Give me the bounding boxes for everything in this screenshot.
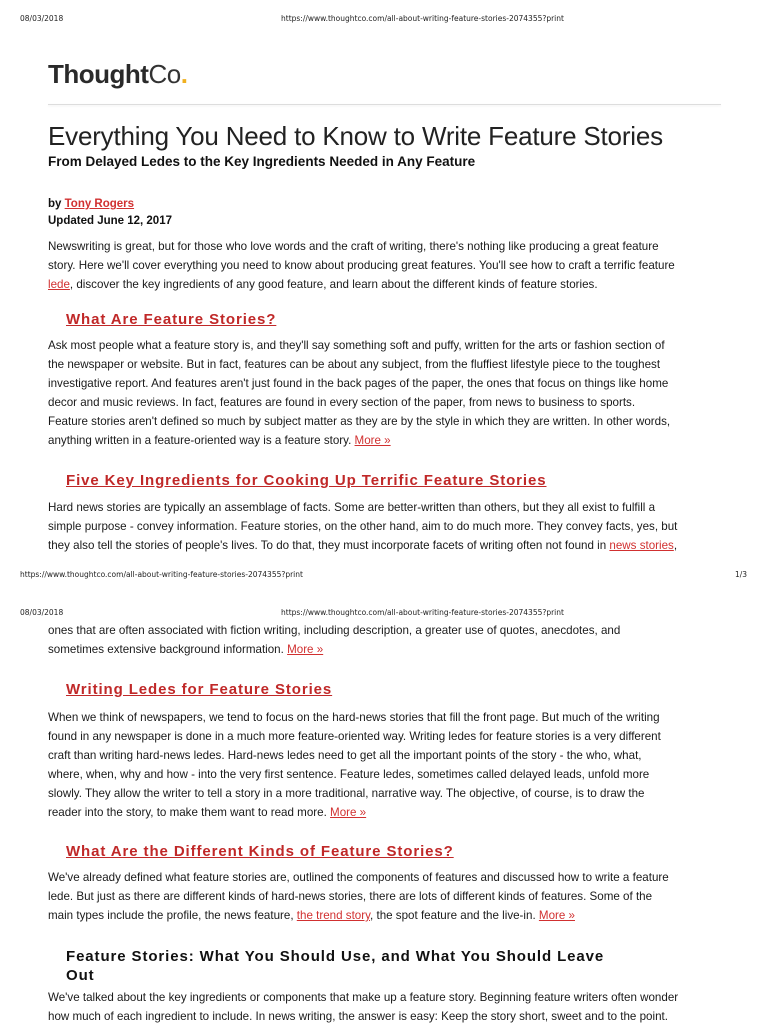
paragraph-line [48, 803, 728, 822]
paragraph-line: craft than writing hard-news ledes. Hard-news ledes need to get all the important points of the story - the who, what, [48, 749, 642, 762]
intro-line: Newswriting is great, but for those who love words and the craft of writing, there's nothing like producing a great feature [48, 240, 659, 253]
byline [48, 198, 134, 210]
paragraph-line: simple purpose - convey information. Feature stories, on the other hand, aim to do much more. They convey facts, yes, but [48, 520, 678, 533]
print-url: https://www.thoughtco.com/all-about-writing-feature-stories-2074355?print [281, 14, 564, 23]
paragraph-line: how much of each ingredient to include. In news writing, the answer is easy: Keep the story short, sweet and to the point. [48, 1010, 668, 1023]
paragraph-line: When we think of newspapers, we tend to focus on the hard-news stories that fill the front page. But much of the writing [48, 711, 660, 724]
print-date: 08/03/2018 [20, 608, 64, 617]
section3-paragraph [48, 708, 728, 822]
paragraph-line: where, when, why and how - into the very first sentence. Feature ledes, sometimes called delayed leads, unfold more [48, 768, 650, 781]
paragraph-line: Ask most people what a feature story is, and they'll say something soft and puffy, written for the arts or fashion section of [48, 339, 665, 352]
paragraph-line: Feature stories aren't defined so much by subject matter as they are by the style in which they are written. In other words, [48, 415, 671, 428]
paragraph-line: found in any newspaper is done in a much more feature-oriented way. Writing ledes for feature stories is a very different [48, 730, 661, 743]
paragraph-text: sometimes extensive background information. [48, 643, 284, 656]
paragraph-text: , the spot feature and the live-in. [370, 909, 536, 922]
section-heading-kinds-of-features[interactable]: What Are the Different Kinds of Feature Stories? [66, 843, 454, 860]
paragraph-line: lede. But just as there are different kinds of hard-news stories, there are lots of different kinds of features. Some of the [48, 890, 653, 903]
intro-line [48, 275, 728, 294]
paragraph-line: investigative report. And features aren't just found in the back pages of the paper, the ones that focus on things like home [48, 377, 669, 390]
thoughtco-logo[interactable] [48, 59, 187, 90]
print-url: https://www.thoughtco.com/all-about-writing-feature-stories-2074355?print [281, 608, 564, 617]
paragraph-text: , [673, 539, 678, 552]
section2-continued [48, 621, 728, 659]
paragraph-text: anything written in a feature-oriented way is a feature story. [48, 434, 352, 447]
more-link[interactable]: More » [287, 643, 324, 656]
paragraph-line [48, 536, 728, 555]
section-heading-five-ingredients[interactable]: Five Key Ingredients for Cooking Up Terrific Feature Stories [66, 472, 547, 489]
more-link[interactable]: More » [330, 806, 367, 819]
heading-line: Out [66, 967, 95, 984]
section4-paragraph [48, 868, 728, 925]
paragraph-line: We've talked about the key ingredients or components that make up a feature story. Beginning feature writers often wonder [48, 991, 679, 1004]
paragraph-line: We've already defined what feature stories are, outlined the components of features and discussed how to write a feature [48, 871, 669, 884]
updated-date: Updated June 12, 2017 [48, 215, 172, 227]
page-number: 1/3 [735, 570, 748, 579]
article-subtitle: From Delayed Ledes to the Key Ingredients Needed in Any Feature [48, 154, 476, 169]
intro-line-rest: , discover the key ingredients of any good feature, and learn about the different kinds of feature stories. [69, 278, 598, 291]
lede-link[interactable]: lede [48, 278, 70, 291]
author-link[interactable]: Tony Rogers [64, 198, 135, 210]
more-link[interactable]: More » [538, 909, 575, 922]
print-footer-url: https://www.thoughtco.com/all-about-writing-feature-stories-2074355?print [20, 570, 303, 579]
section5-paragraph [48, 988, 728, 1026]
paragraph-line [48, 906, 728, 925]
news-stories-link[interactable]: news stories [609, 539, 674, 552]
logo-dot: . [180, 59, 188, 89]
paragraph-line: decor and music reviews. In fact, features are found in every section of the paper, from news to business to sports. [48, 396, 636, 409]
section-heading-feature-stories[interactable]: What Are Feature Stories? [66, 311, 277, 328]
section-heading-what-to-use [66, 947, 726, 985]
logo-thought: Thought [48, 59, 149, 89]
paragraph-line: slowly. They allow the writer to tell a story in a more traditional, narrative way. The objective, of course, is to draw the [48, 787, 645, 800]
paragraph-line: Hard news stories are typically an assemblage of facts. Some are better-written than others, but they all exist to fulfill a [48, 501, 656, 514]
paragraph-text: main types include the profile, the news feature, [48, 909, 294, 922]
intro-paragraph [48, 237, 728, 294]
paragraph-line: the newspaper or website. But in fact, features can be about any subject, from the fluffiest lifestyle piece to the toughest [48, 358, 661, 371]
section2-paragraph [48, 498, 728, 555]
byline-by: by [48, 198, 62, 210]
section1-paragraph [48, 336, 728, 450]
print-date: 08/03/2018 [20, 14, 64, 23]
more-link[interactable]: More » [354, 434, 391, 447]
paragraph-text: reader into the story, to make them want to read more. [48, 806, 327, 819]
intro-line: story. Here we'll cover everything you need to know about producing great features. You'll see how to craft a terrific feature [48, 259, 675, 272]
heading-line: Feature Stories: What You Should Use, and What You Should Leave [66, 948, 605, 965]
section-heading-writing-ledes[interactable]: Writing Ledes for Feature Stories [66, 681, 333, 698]
trend-story-link[interactable]: the trend story [296, 909, 371, 922]
logo-co: Co [148, 59, 181, 89]
paragraph-line [48, 431, 728, 450]
paragraph-line [48, 640, 728, 659]
article-title: Everything You Need to Know to Write Feature Stories [48, 121, 663, 151]
paragraph-line: ones that are often associated with fiction writing, including description, a greater use of quotes, anecdotes, and [48, 624, 621, 637]
header-divider [48, 104, 721, 105]
paragraph-text: they also tell the stories of people's lives. To do that, they must incorporate facets of writing often not found in [48, 539, 607, 552]
